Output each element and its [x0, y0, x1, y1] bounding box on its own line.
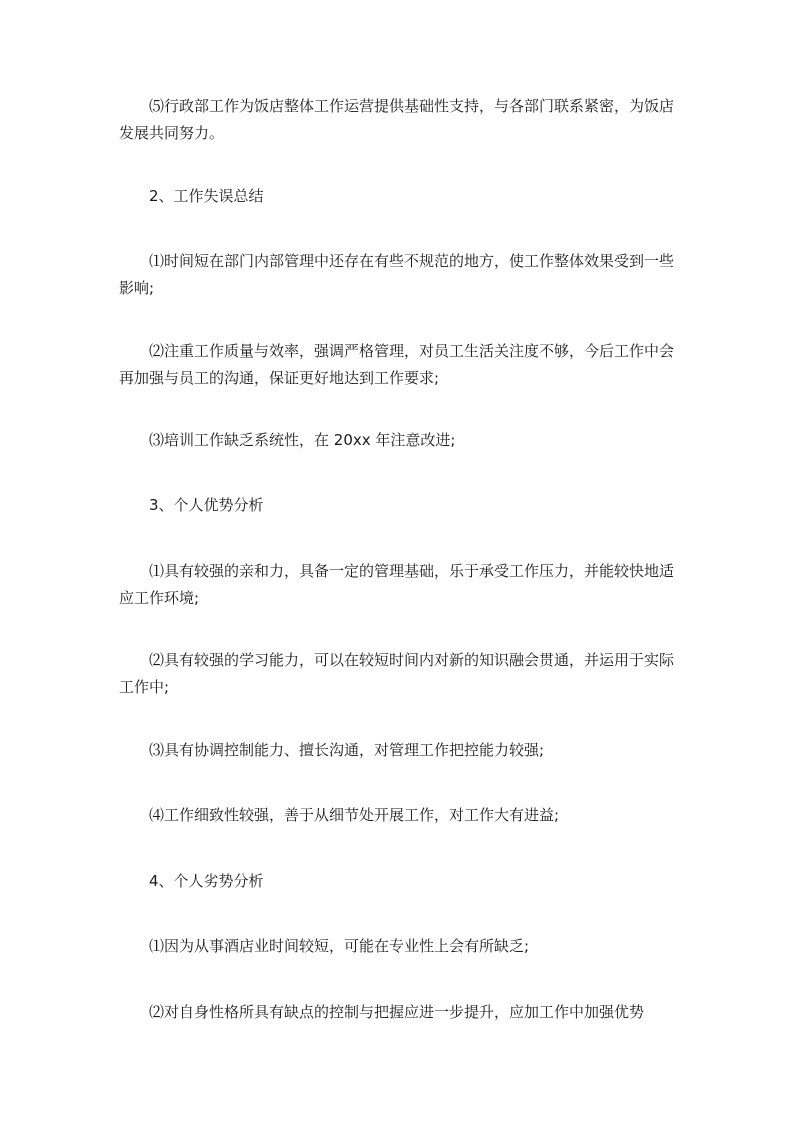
paragraph-strength-2: ⑵具有较强的学习能力，可以在较短时间内对新的知识融会贯通，并运用于实际工作中; [119, 651, 675, 696]
paragraph-strength-4: ⑷工作细致性较强，善于从细节处开展工作，对工作大有进益; [149, 806, 560, 824]
paragraph-weakness-2: ⑵对自身性格所具有缺点的控制与把握应进一步提升，应加工作中加强优势 [149, 1003, 645, 1021]
paragraph-strength-3: ⑶具有协调控制能力、擅长沟通，对管理工作把控能力较强; [149, 741, 545, 759]
paragraph-administration-support: ⑸行政部工作为饭店整体工作运营提供基础性支持，与各部门联系紧密，为饭店发展共同努力。 [119, 97, 675, 142]
section-heading-work-mistakes: 2、工作失误总结 [149, 187, 264, 205]
paragraph-mistake-3: ⑶培训工作缺乏系统性，在 20xx 年注意改进; [149, 431, 456, 449]
paragraph-strength-1: ⑴具有较强的亲和力，具备一定的管理基础，乐于承受工作压力，并能较快地适应工作环境; [119, 562, 675, 607]
paragraph-mistake-1: ⑴时间短在部门内部管理中还存在有些不规范的地方，使工作整体效果受到一些影响; [119, 252, 675, 297]
paragraph-weakness-1: ⑴因为从事酒店业时间较短，可能在专业性上会有所缺乏; [149, 937, 530, 955]
section-heading-strengths: 3、个人优势分析 [149, 496, 264, 514]
paragraph-mistake-2: ⑵注重工作质量与效率，强调严格管理，对员工生活关注度不够，今后工作中会再加强与员工的沟通，保证更好地达到工作要求; [119, 342, 675, 387]
section-heading-weaknesses: 4、个人劣势分析 [149, 872, 264, 890]
